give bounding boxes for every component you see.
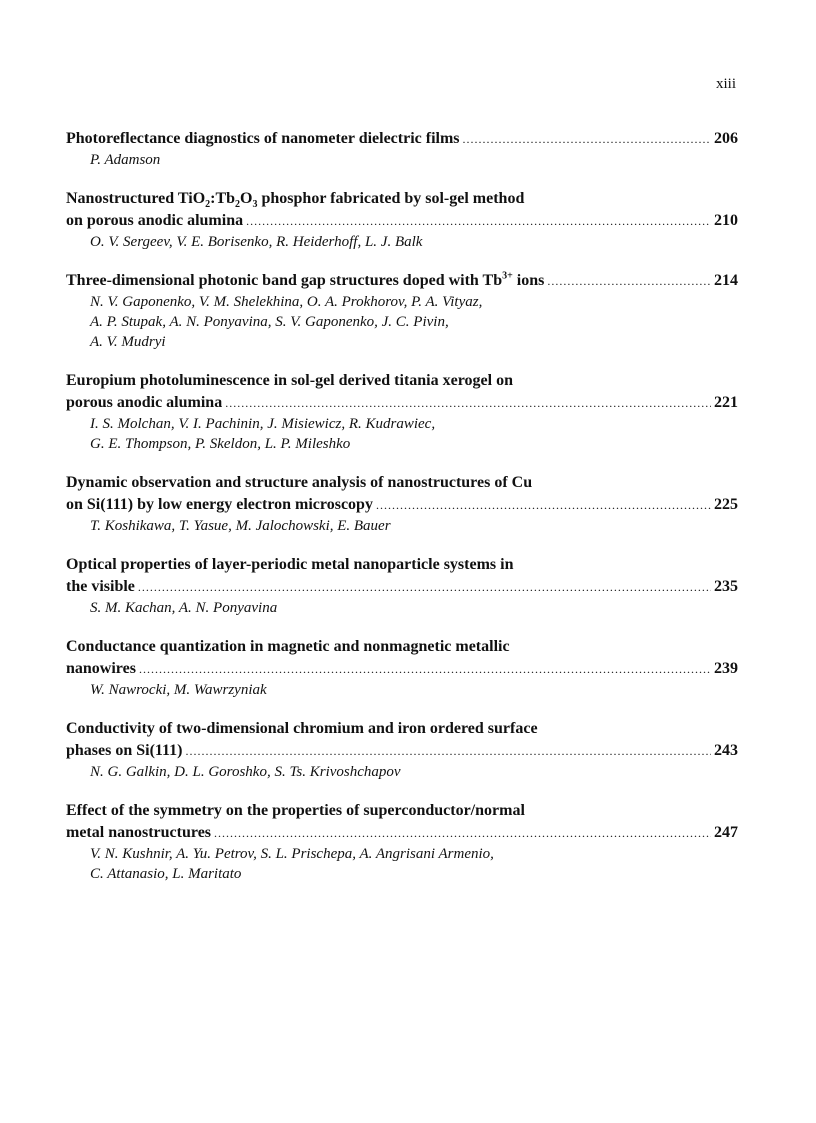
title-line: on Si(111) by low energy electron microscopy: [66, 496, 373, 513]
toc-entry[interactable]: [66, 270, 738, 352]
page-ref: 225: [714, 496, 738, 513]
page-ref: 243: [714, 742, 738, 759]
toc-entry[interactable]: [66, 718, 738, 782]
dot-leader: [547, 270, 711, 292]
title-line: metal nanostructures: [66, 824, 212, 841]
page-ref: 239: [714, 660, 738, 677]
toc-entry[interactable]: [66, 128, 738, 170]
dot-leader: [138, 576, 711, 598]
dot-leader: [139, 658, 711, 680]
title-line: Optical properties of layer-periodic metal nanoparticle systems in: [66, 556, 514, 573]
author-line: W. Nawrocki, M. Wawrzyniak: [90, 682, 267, 698]
author-line: N. G. Galkin, D. L. Goroshko, S. Ts. Krivoshchapov: [90, 764, 401, 780]
author-line: O. V. Sergeev, V. E. Borisenko, R. Heiderhoff, L. J. Balk: [90, 234, 423, 250]
entry-title: [66, 554, 738, 598]
entry-authors: [66, 232, 738, 252]
entry-authors: [66, 762, 738, 782]
toc-entry[interactable]: [66, 370, 738, 454]
toc-entry[interactable]: [66, 800, 738, 884]
entry-authors: [66, 150, 738, 170]
author-line: A. P. Stupak, A. N. Ponyavina, S. V. Gaponenko, J. C. Pivin,: [90, 314, 449, 330]
entry-title: [66, 188, 738, 232]
page-ref: 247: [714, 824, 738, 841]
toc-entry[interactable]: [66, 554, 738, 618]
entry-title: [66, 472, 738, 516]
author-line: I. S. Molchan, V. I. Pachinin, J. Misiewicz, R. Kudrawiec,: [90, 416, 436, 432]
entry-title: [66, 270, 738, 292]
page-ref: 235: [714, 578, 738, 595]
entry-authors: [66, 292, 738, 352]
title-line: the visible: [66, 578, 135, 595]
author-line: P. Adamson: [90, 152, 161, 168]
dot-leader: [185, 740, 711, 762]
title-line: Europium photoluminescence in sol-gel derived titania xerogel on: [66, 372, 513, 389]
dot-leader: [214, 822, 711, 844]
dot-leader: [463, 128, 711, 150]
author-line: T. Koshikawa, T. Yasue, M. Jalochowski, E. Bauer: [90, 518, 391, 534]
title-line: Nanostructured $TiO_2:Tb_2O_3$ phosphor fabricated by sol-gel method: [66, 190, 525, 211]
author-line: C. Attanasio, L. Maritato: [90, 866, 242, 882]
title-line: Dynamic observation and structure analysis of nanostructures of Cu: [66, 474, 533, 491]
title-line: Photoreflectance diagnostics of nanometer dielectric films: [66, 130, 460, 147]
entry-title: [66, 718, 738, 762]
entry-authors: [66, 680, 738, 700]
entry-title: [66, 128, 738, 150]
entry-authors: [66, 516, 738, 536]
author-line: A. V. Mudryi: [90, 334, 166, 350]
dot-leader: [376, 494, 711, 516]
entry-title: [66, 636, 738, 680]
author-line: S. M. Kachan, A. N. Ponyavina: [90, 600, 278, 616]
toc-entry[interactable]: [66, 188, 738, 252]
dot-leader: [225, 392, 711, 414]
author-line: G. E. Thompson, P. Skeldon, L. P. Mileshko: [90, 436, 351, 452]
page-ref: 214: [714, 272, 738, 289]
title-line: Three-dimensional photonic band gap structures doped with $Tb^{3+}$ ions: [66, 270, 545, 289]
page-number: xiii: [715, 76, 736, 92]
page-ref: 221: [714, 394, 738, 411]
title-line: porous anodic alumina: [66, 394, 223, 411]
entry-authors: [66, 598, 738, 618]
table-of-contents: [66, 128, 738, 902]
page-ref: 210: [714, 212, 738, 229]
page-ref: 206: [714, 130, 738, 147]
title-line: nanowires: [66, 660, 136, 677]
title-line: on porous anodic alumina: [66, 212, 244, 229]
author-line: V. N. Kushnir, A. Yu. Petrov, S. L. Prischepa, A. Angrisani Armenio,: [90, 846, 494, 862]
entry-title: [66, 370, 738, 414]
dot-leader: [246, 210, 711, 232]
title-line: phases on Si(111): [66, 742, 183, 759]
entry-title: [66, 800, 738, 844]
title-line: Conductivity of two-dimensional chromium and iron ordered surface: [66, 720, 538, 737]
entry-authors: [66, 844, 738, 884]
toc-entry[interactable]: [66, 472, 738, 536]
toc-entry[interactable]: [66, 636, 738, 700]
author-line: N. V. Gaponenko, V. M. Shelekhina, O. A. Prokhorov, P. A. Vityaz,: [90, 294, 483, 310]
title-line: Effect of the symmetry on the properties of superconductor/normal: [66, 802, 525, 819]
title-line: Conductance quantization in magnetic and nonmagnetic metallic: [66, 638, 510, 655]
entry-authors: [66, 414, 738, 454]
